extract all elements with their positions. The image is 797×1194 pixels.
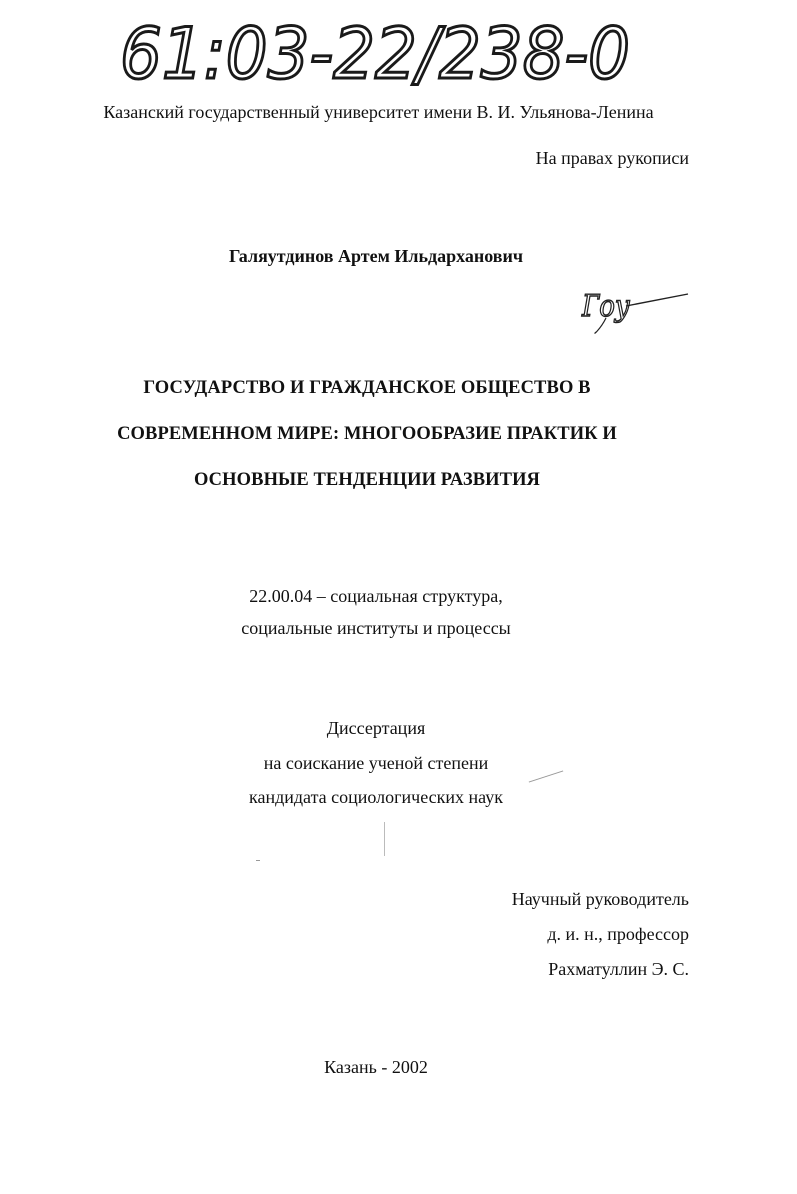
city-year: Казань - 2002 bbox=[324, 1057, 428, 1077]
scan-mark bbox=[256, 860, 260, 861]
manuscript-rights: На правах рукописи bbox=[535, 148, 689, 168]
dissertation-line-1: Диссертация bbox=[326, 718, 426, 738]
scan-mark bbox=[384, 822, 385, 856]
title-line-2: СОВРЕМЕННОМ МИРЕ: МНОГООБРАЗИЕ ПРАКТИК И bbox=[117, 424, 617, 444]
specialty-line-2: социальные институты и процессы bbox=[241, 618, 511, 638]
dissertation-line-2: на соискание ученой степени bbox=[263, 753, 489, 773]
specialty-line-1: 22.00.04 – социальная структура, bbox=[249, 586, 503, 606]
supervisor-title: Научный руководитель bbox=[511, 889, 689, 909]
supervisor-degree: д. и. н., профессор bbox=[547, 924, 689, 944]
university-name: Казанский государственный университет имени В. И. Ульянова-Ленина bbox=[103, 102, 654, 122]
dissertation-line-3: кандидата социологических наук bbox=[249, 787, 503, 807]
supervisor-name: Рахматуллин Э. С. bbox=[548, 959, 689, 979]
author-signature bbox=[576, 274, 696, 340]
handwritten-archive-number bbox=[110, 0, 650, 95]
signature-text: Гоу bbox=[581, 289, 631, 324]
title-line-1: ГОСУДАРСТВО И ГРАЖДАНСКОЕ ОБЩЕСТВО В bbox=[143, 378, 591, 398]
author-name: Галяутдинов Артем Ильдарханович bbox=[228, 246, 524, 266]
title-line-3: ОСНОВНЫЕ ТЕНДЕНЦИИ РАЗВИТИЯ bbox=[193, 470, 541, 490]
archive-number-text: 61:03-22/238-0 bbox=[120, 13, 630, 95]
